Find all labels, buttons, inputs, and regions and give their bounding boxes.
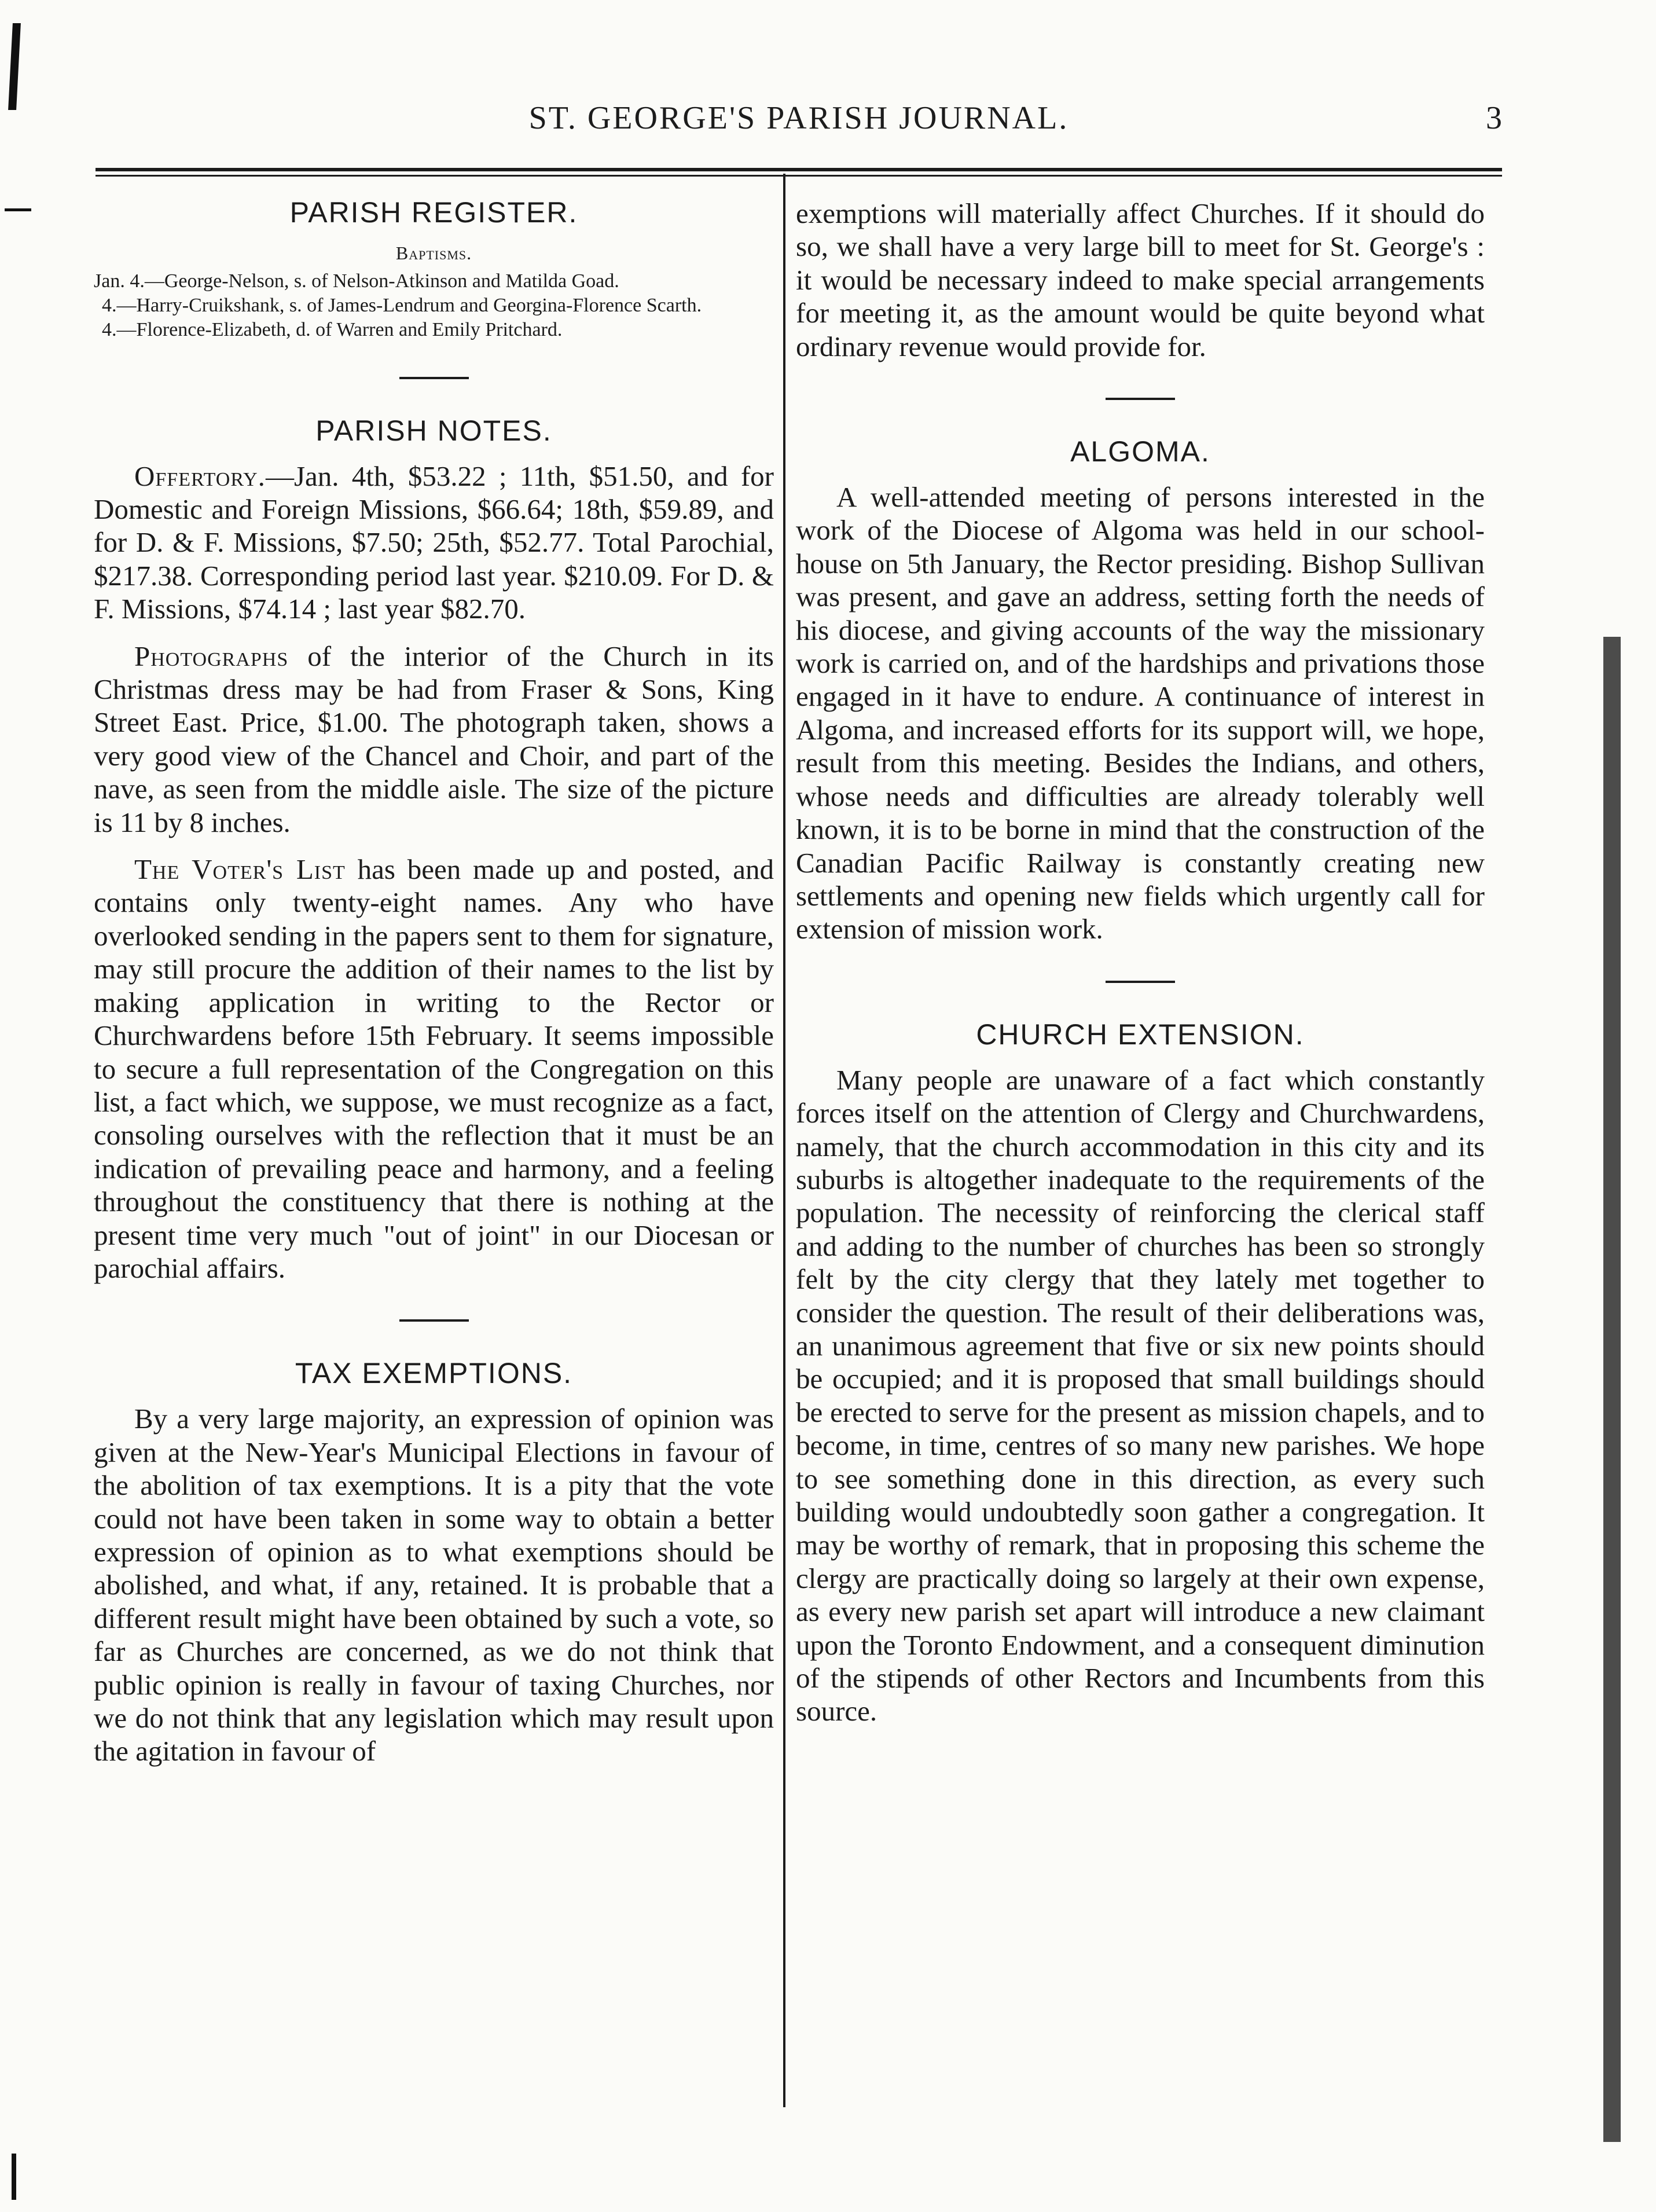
left-column <box>94 197 774 1782</box>
scan-edge-mark <box>1603 637 1621 2142</box>
baptism-entry: Jan. 4.—George-Nelson, s. of Nelson-Atkinson and Matilda Goad. <box>94 270 619 292</box>
column-divider <box>783 174 785 2107</box>
section-separator <box>1106 981 1175 983</box>
section-separator <box>399 1319 469 1322</box>
tax-exemptions-continued: exemptions will materially affect Churches. If it should do so, we shall have a very large bill to meet for St. George's : it would be necessary indeed to make special arrangements for meeting it, as the amount would be quite beyond what ordinary revenue would provide for. <box>796 197 1485 362</box>
parish-register-section <box>94 197 774 342</box>
baptisms-subheading: Baptisms. <box>395 243 472 263</box>
church-extension-section <box>796 1019 1485 1728</box>
voters-list-lead: The Voter's List <box>134 853 346 886</box>
algoma-heading: ALGOMA. <box>1070 435 1210 468</box>
section-separator <box>1106 398 1175 400</box>
header-rule-thin <box>96 175 1502 177</box>
scan-mark <box>5 208 31 211</box>
voters-list-paragraph <box>94 853 774 1285</box>
right-column <box>796 197 1485 1742</box>
offertory-paragraph <box>94 460 774 626</box>
page-number: 3 <box>1486 100 1502 136</box>
header-rule-thick <box>96 168 1502 171</box>
offertory-text: —Jan. 4th, $53.22 ; 11th, $51.50, and for Domestic and Foreign Missions, $66.64; 18th, $59.89, and for D. & F. Missions, $7.50; 25th, $52.77. Total Parochial, $217.38. Corresponding period last year. $210.09. For D. & F. Missions, $74.14 ; last year $82.70. <box>94 460 774 625</box>
church-extension-paragraph: Many people are unaware of a fact which constantly forces itself on the attention of Clergy and Churchwardens, namely, that the church accommodation in this city and its suburbs is altogether inadequate to the requirements of the population. The necessity of reinforcing the clerical staff and adding to the number of churches has been so strongly felt by the city clergy that they lately met together to consider the question. The result of their deliberations was, an unanimous agreement that five or six new points should be occupied; and it is proposed that small buildings should be erected to serve for the present as mission chapels, and to become, in time, centres of so many new parishes. We hope to see something done in this direction, as every such building would undoubtedly soon gather a congregation. It may be worthy of remark, that in proposing this scheme the clergy are practically doing so largely at their own expense, as every new parish set apart will introduce a new claimant upon the Toronto Endowment, and a consequent diminution of the stipends of other Rectors and Incumbents from this source. <box>796 1063 1485 1727</box>
baptism-entry: 4.—Harry-Cruikshank, s. of James-Lendrum and Georgina-Florence Scarth. <box>102 294 702 316</box>
baptism-list <box>94 269 774 342</box>
journal-title: ST. GEORGE'S PARISH JOURNAL. <box>528 100 1069 136</box>
algoma-section <box>796 436 1485 946</box>
voters-list-text: has been made up and posted, and contains only twenty-eight names. Any who have overlooked sending in the papers sent to them for signature, may still procure the addition of their names to the list by making application in writing to the Rector or Churchwardens before 15th February. It seems impossible to secure a full representation of the Congregation on this list, a fact which, we suppose, we must recognize as a fact, consoling ourselves with the reflection that it must be an indication of prevailing peace and harmony, and a feeling throughout the constituency that there is nothing at the present time very much "out of joint" in our Diocesan or parochial affairs. <box>94 853 774 1284</box>
tax-exemptions-paragraph: By a very large majority, an expression of opinion was given at the New-Year's Municipal Elections in favour of the abolition of tax exemptions. It is a pity that the vote could not have been taken in some way to obtain a better expression of opinion as to what exemptions should be abolished, and what, if any, retained. It is probable that a different result might have been obtained by such a vote, so far as Churches are concerned, as we do not think that public opinion is really in favour of taxing Churches, nor we do not think that any legislation which may result upon the agitation in favour of <box>94 1403 774 1767</box>
algoma-paragraph: A well-attended meeting of persons interested in the work of the Diocese of Algoma was held in our school-house on 5th January, the Rector presiding. Bishop Sullivan was present, and gave an address, setting forth the needs of his diocese, and giving accounts of the way the missionary work is carried on, and of the hardships and privations those engaged in it have to endure. A continuance of interest in Algoma, and increased efforts for its support will, we hope, result from this meeting. Besides the Indians, and others, whose needs and difficulties are already tolerably well known, it is to be borne in mind that the construction of the Canadian Pacific Railway is constantly creating new settlements and opening new fields which urgently call for extension of mission work. <box>796 481 1485 945</box>
tax-exemptions-heading: TAX EXEMPTIONS. <box>295 1357 573 1390</box>
church-extension-heading: CHURCH EXTENSION. <box>976 1018 1305 1051</box>
offertory-lead: Offertory. <box>134 460 266 492</box>
page-header <box>96 100 1502 152</box>
parish-register-heading: PARISH REGISTER. <box>289 196 578 229</box>
scan-mark <box>12 2154 16 2200</box>
photographs-paragraph <box>94 640 774 839</box>
photographs-text: of the interior of the Church in its Christmas dress may be had from Fraser & Sons, King Street East. Price, $1.00. The photograph taken, shows a very good view of the Chancel and Choir, and part of the nave, as seen from the middle aisle. The size of the picture is 11 by 8 inches. <box>94 640 774 838</box>
photographs-lead: Photographs <box>134 640 289 672</box>
scan-mark <box>8 23 21 110</box>
section-separator <box>399 377 469 379</box>
baptism-entry: 4.—Florence-Elizabeth, d. of Warren and Emily Pritchard. <box>102 318 563 340</box>
tax-exemptions-section <box>94 1358 774 1767</box>
parish-notes-section <box>94 415 774 1285</box>
parish-notes-heading: PARISH NOTES. <box>315 414 552 447</box>
